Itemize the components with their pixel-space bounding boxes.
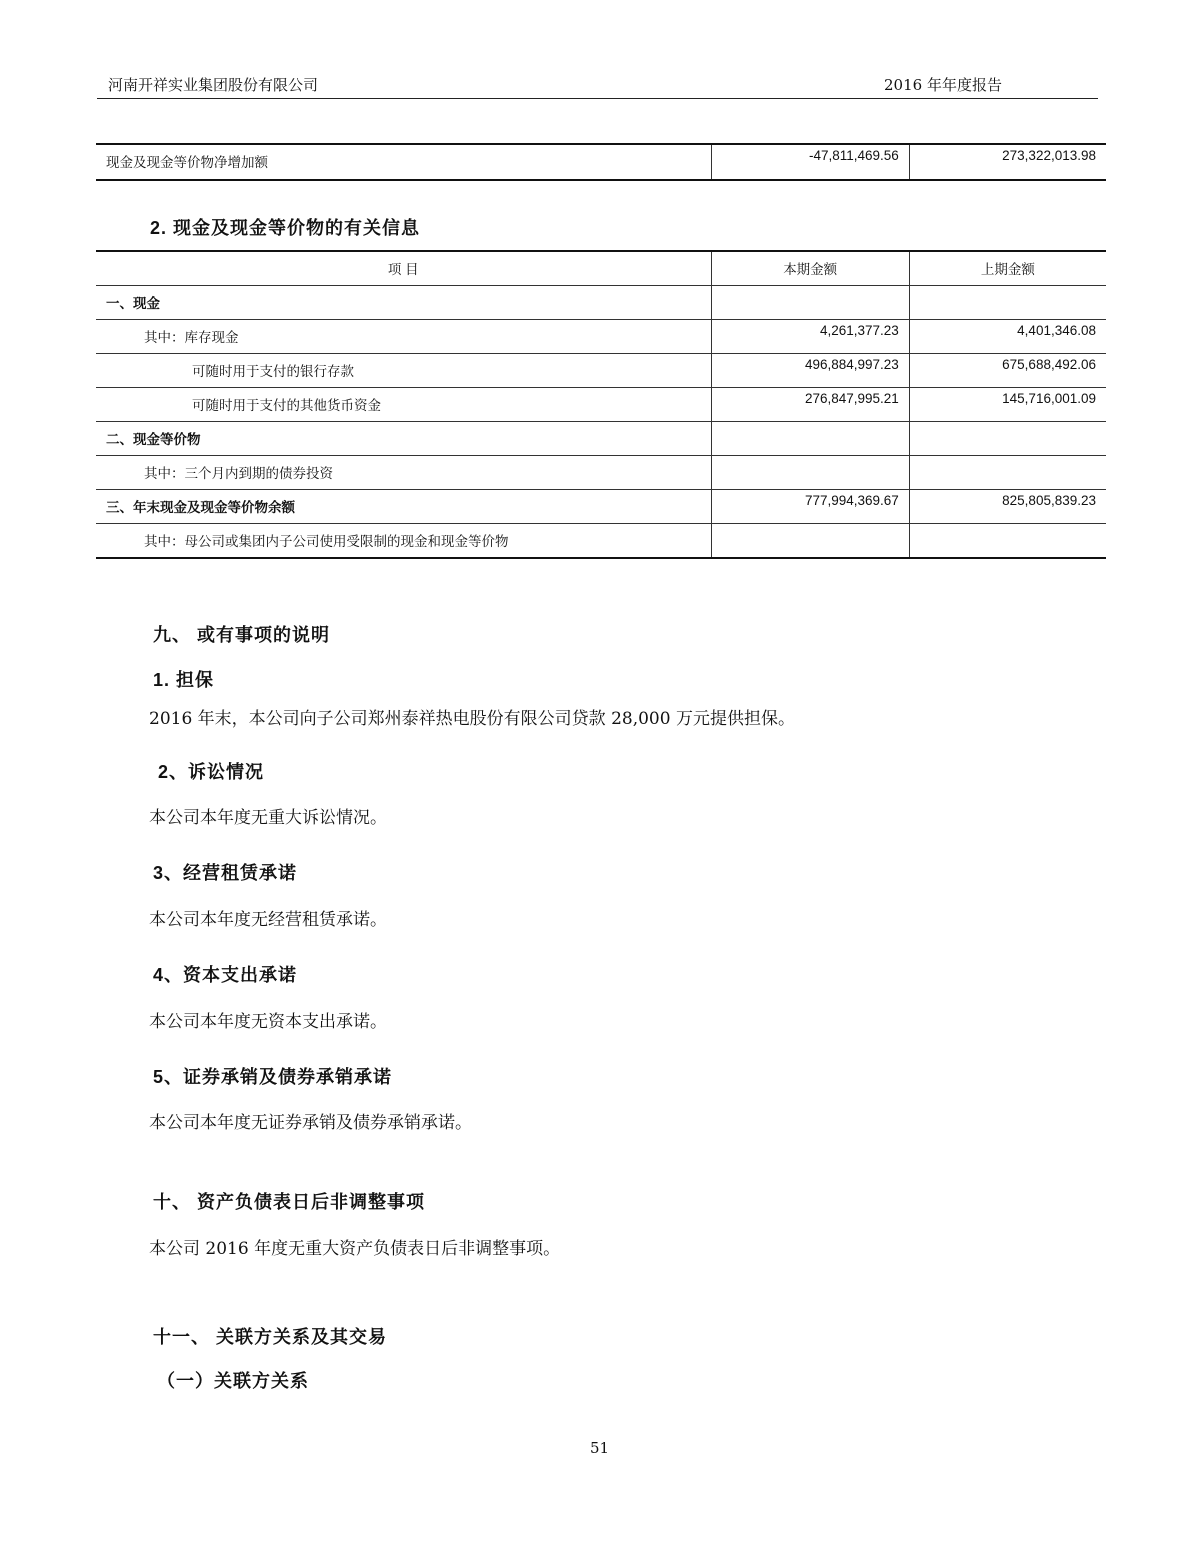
section-9-2-title: 2、诉讼情况 [158, 762, 265, 782]
row-previous: 145,716,001.09 [1002, 391, 1096, 406]
row-current: 496,884,997.23 [804, 357, 899, 372]
row-label: 一、现金 [106, 296, 160, 311]
row-previous [910, 456, 1106, 460]
header-report-title: 2016 年年度报告 [884, 76, 1002, 94]
row-label: 二、现金等价物 [106, 432, 201, 447]
row-label: 可随时用于支付的其他货币资金 [192, 398, 381, 413]
header-rule [97, 98, 1098, 99]
table-row [96, 354, 1106, 388]
section-9-1-title: 1. 担保 [153, 670, 215, 690]
table-row [96, 388, 1106, 422]
table-row [96, 286, 1106, 320]
section-9-3-text: 本公司本年度无经营租赁承诺。 [149, 910, 387, 930]
cash-equivalents-table [96, 250, 1106, 559]
table-row [96, 320, 1106, 354]
table-row [96, 144, 1106, 180]
row-label: 其中：库存现金 [144, 330, 239, 345]
net-increase-label: 现金及现金等价物净增加额 [106, 155, 268, 170]
page-number: 51 [589, 1439, 610, 1457]
section-11-1-title: （一）关联方关系 [157, 1371, 309, 1391]
section-9-5-title: 5、证券承销及债券承销承诺 [153, 1067, 393, 1087]
net-increase-table [96, 143, 1106, 181]
table-row [96, 524, 1106, 559]
row-label: 其中：母公司或集团内子公司使用受限制的现金和现金等价物 [144, 534, 509, 549]
row-previous: 675,688,492.06 [1002, 357, 1096, 372]
row-label: 三、年末现金及现金等价物余额 [106, 500, 295, 515]
section-10-title: 十、 资产负债表日后非调整事项 [153, 1192, 425, 1212]
net-increase-previous: 273,322,013.98 [1002, 148, 1096, 163]
row-previous [910, 524, 1106, 528]
section-9-4-text: 本公司本年度无资本支出承诺。 [149, 1012, 387, 1032]
section-9-5-text: 本公司本年度无证券承销及债券承销承诺。 [149, 1113, 472, 1133]
section-9-2-text: 本公司本年度无重大诉讼情况。 [149, 808, 387, 828]
section-9-title: 九、 或有事项的说明 [153, 625, 331, 645]
table-row [96, 456, 1106, 490]
row-previous: 825,805,839.23 [1002, 493, 1096, 508]
row-previous [910, 422, 1106, 426]
section-9-3-title: 3、经营租赁承诺 [153, 863, 298, 883]
column-header-item: 项 目 [387, 262, 419, 277]
section-11-title: 十一、 关联方关系及其交易 [153, 1327, 387, 1347]
section-9-4-title: 4、资本支出承诺 [153, 965, 298, 985]
row-current: 777,994,369.67 [804, 493, 899, 508]
column-header-current: 本期金额 [783, 262, 838, 277]
section-10-text: 本公司 2016 年度无重大资产负债表日后非调整事项。 [149, 1239, 561, 1259]
row-current: 4,261,377.23 [819, 323, 899, 338]
table-row [96, 490, 1106, 524]
row-current [712, 456, 909, 460]
row-current [712, 286, 909, 290]
net-increase-current: -47,811,469.56 [808, 148, 899, 163]
row-previous [910, 286, 1106, 290]
row-label: 可随时用于支付的银行存款 [192, 364, 354, 379]
column-header-previous: 上期金额 [980, 262, 1035, 277]
table-header-row [96, 251, 1106, 286]
section-9-1-text: 2016 年末，本公司向子公司郑州泰祥热电股份有限公司贷款 28,000 万元提供担保。 [149, 709, 795, 729]
row-current [712, 422, 909, 426]
table-row [96, 422, 1106, 456]
row-label: 其中：三个月内到期的债券投资 [144, 466, 333, 481]
row-previous: 4,401,346.08 [1017, 323, 1096, 338]
row-current: 276,847,995.21 [804, 391, 899, 406]
row-current [712, 524, 909, 528]
section-2-title: 2. 现金及现金等价物的有关信息 [150, 218, 421, 238]
header-company: 河南开祥实业集团股份有限公司 [108, 76, 319, 94]
